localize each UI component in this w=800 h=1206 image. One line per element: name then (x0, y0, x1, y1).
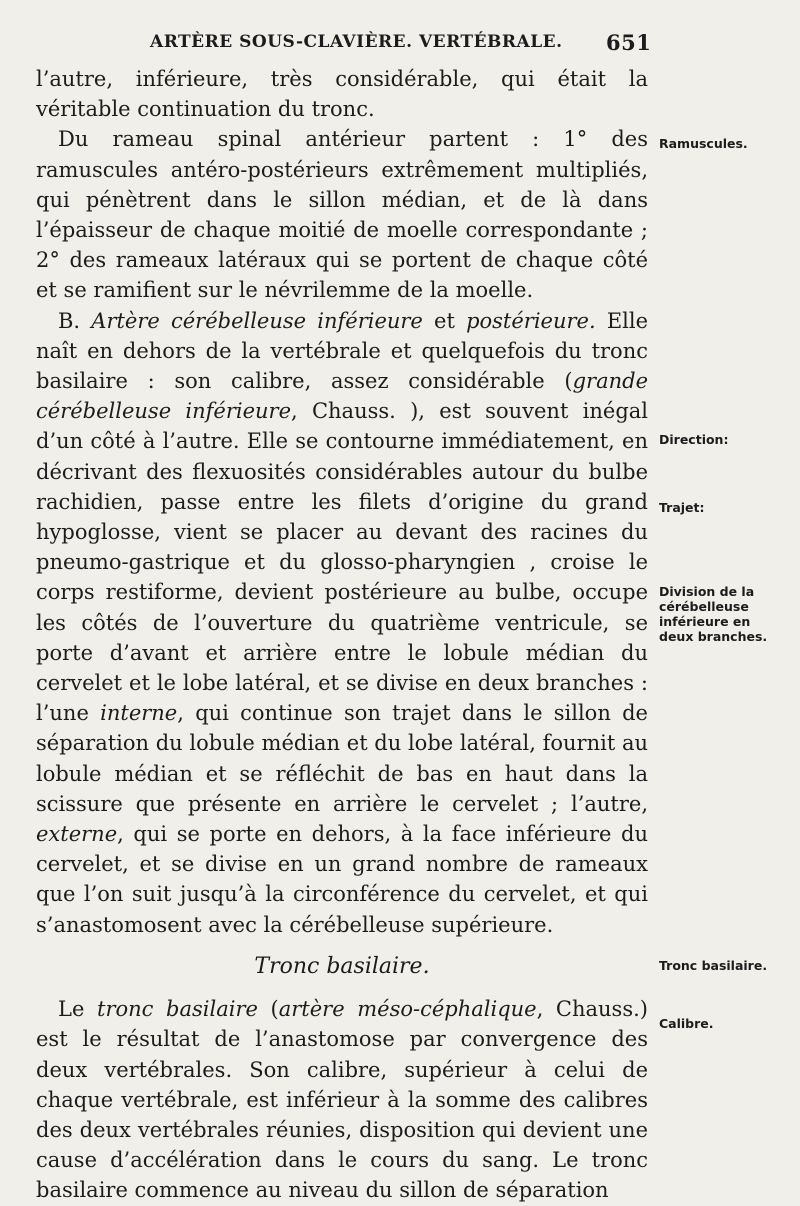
margin-note-trajet: Trajet: (659, 500, 705, 515)
margin-note-calibre: Calibre. (659, 1016, 714, 1031)
section-heading: Tronc basilaire. (254, 953, 430, 979)
term-externe: externe (36, 822, 118, 847)
page-number: 651 (606, 30, 652, 55)
margin-note-direction: Direction: (659, 432, 729, 447)
section-title-part-1: Artère cérébelleuse inférieure (91, 308, 423, 333)
synonym-term: artère méso-céphalique (278, 997, 537, 1022)
margin-note-tronc-basilaire: Tronc basilaire. (659, 958, 768, 973)
margin-note-ramuscules: Ramuscules. (659, 136, 748, 151)
term-interne: interne (100, 701, 178, 726)
text-segment: , qui se porte en dehors, à la face inférieure du cervelet, et se divise en un grand nombre de rameaux que l’on suit jusqu’à la circonférence du cervelet, et qui s’anastomosent avec la cérébelleuse supérieure. (36, 822, 648, 937)
synonym-term: grande cérébelleuse inférieure (36, 369, 648, 424)
text-segment: , Chauss.) est le résultat de l’anastomose par convergence des deux vertébrales. Son calibre, supérieur à celui de chaque vertébrale, est inférieur à la somme des calibres des deux vertébrales réunies, disposition qui devient une cause d’accélération dans le cours du sang. Le tronc basilaire commence au niveau du sillon de séparation (36, 997, 648, 1203)
text-segment: Le (58, 997, 97, 1022)
paragraph-cerebellar-artery (36, 306, 648, 940)
text-segment: ( (257, 997, 279, 1022)
term-basilar: tronc basilaire (97, 997, 258, 1022)
section-title-part-2: postérieure. (466, 308, 596, 333)
text-segment: Elle naît en dehors de la vertébrale et quelquefois du tronc basilaire : son calibre, assez considérable ( (36, 308, 649, 394)
title-conjunction: et (422, 308, 467, 333)
text-segment: , qui continue son trajet dans le sillon de séparation du lobule médian et du lobe latéral, fournit au lobule médian et se réfléchit de bas en haut dans la scissure que présente en arrière le cervelet ; l’autre, (36, 701, 648, 816)
section-label: B. (58, 308, 81, 333)
margin-note-division: Division de la cérébelleuse inférieure en deux branches. (659, 584, 768, 644)
running-title: ARTÈRE SOUS-CLAVIÈRE. VERTÉBRALE. (150, 32, 563, 52)
paragraph-basilar-trunk (36, 994, 648, 1205)
page-header (0, 30, 660, 56)
text-segment: , Chauss. ), est souvent inégal d’un côté à l’autre. Elle se contourne immédiatement, en décrivant des flexuosités considérables autour du bulbe rachidien, passe entre les filets d’origine du grand hypoglosse, vient se placer au devant des racines du pneumo-gastrique et du glosso-pharyngien , croise le corps restiforme, devient postérieure au bulbe, occupe les côtés de l’ouverture du quatrième ventricule, se porte d’avant et arrière entre le lobule médian du cervelet et le lobe latéral, et se divise en deux branches : l’une (36, 399, 649, 726)
paragraph-spinal-branch: Du rameau spinal antérieur partent : 1° des ramuscules antéro-postérieurs extrêmement multipliés, qui pénètrent dans le sillon médian, et de là dans l’épaisseur de chaque moitié de moelle correspondante ; 2° des rameaux latéraux qui se portent de chaque côté et se ramifient sur le névrilemme de la moelle. (36, 127, 648, 303)
paragraph-continuation: l’autre, inférieure, très considérable, qui était la véritable continuation du tronc. (36, 67, 648, 122)
main-text (36, 64, 648, 1206)
